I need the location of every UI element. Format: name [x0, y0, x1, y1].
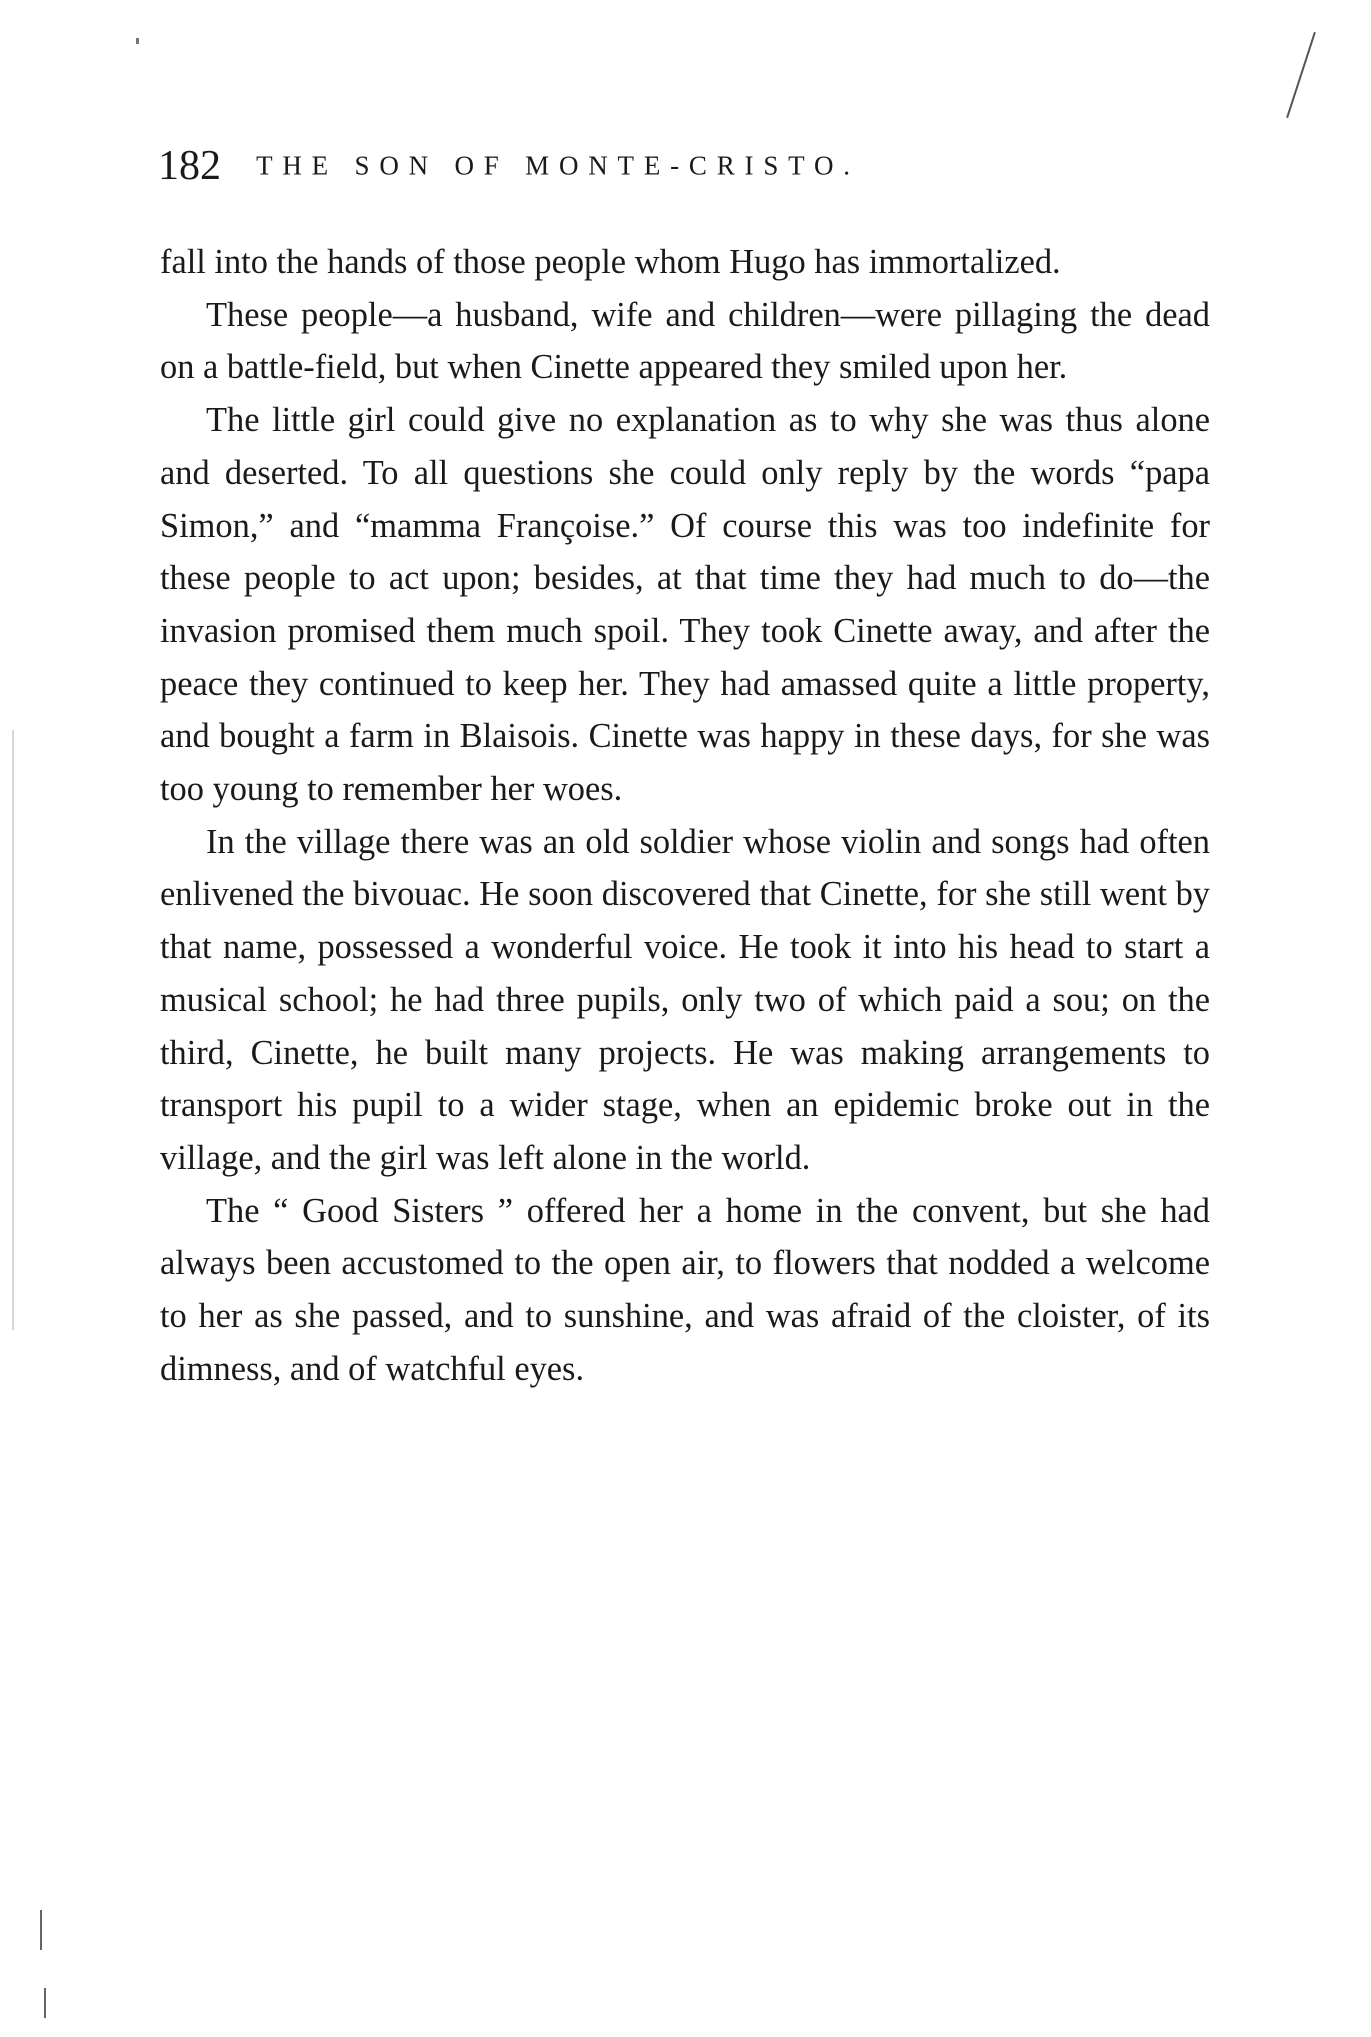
- paragraph: In the village there was an old soldier whose violin and songs had often enlivened the bivouac. He soon discovered that Cinette, for she still went by that name, possessed a wonderful voice. He took it into his head to start a musical school; he had three pupils, only two of which paid a sou; on the third, Cinette, he built many projects. He was making arrangements to transport his pupil to a wider stage, when an epidemic broke out in the village, and the girl was left alone in the world.: [160, 822, 1210, 1177]
- margin-tick-mark: [40, 1910, 42, 1950]
- page-body: [160, 236, 1210, 1395]
- pencil-mark: [1286, 32, 1316, 118]
- page-number: 182: [158, 143, 221, 189]
- paragraph: fall into the hands of those people whom Hugo has immortalized.: [160, 243, 1061, 281]
- paragraph: The little girl could give no explanation as to why she was thus alone and deserted. To all questions she could only reply by the words “papa Simon,” and “mamma Françoise.” Of course this was too indefinite for these people to act upon; besides, at that time they had much to do—the invasion promised them much spoil. They took Cinette away, and after the peace they continued to keep her. They had amassed quite a little property, and bought a farm in Blaisois. Cinette was happy in these days, for she was too young to remember her woes.: [160, 401, 1210, 809]
- page-header: [158, 142, 1218, 202]
- margin-tick-mark: [44, 1988, 46, 2018]
- paragraph: The “ Good Sisters ” offered her a home in the convent, but she had always been accustomed to the open air, to flowers that nodded a welcome to her as she passed, and to sunshine, and was afraid of the cloister, of its dimness, and of watchful eyes.: [160, 1191, 1210, 1388]
- ink-speck: [136, 38, 139, 44]
- paragraph: These people—a husband, wife and children—were pillaging the dead on a battle-field, but when Cinette appeared they smiled upon her.: [160, 295, 1210, 387]
- margin-shadow-line: [12, 730, 14, 1330]
- running-title: THE SON OF MONTE-CRISTO.: [256, 150, 860, 181]
